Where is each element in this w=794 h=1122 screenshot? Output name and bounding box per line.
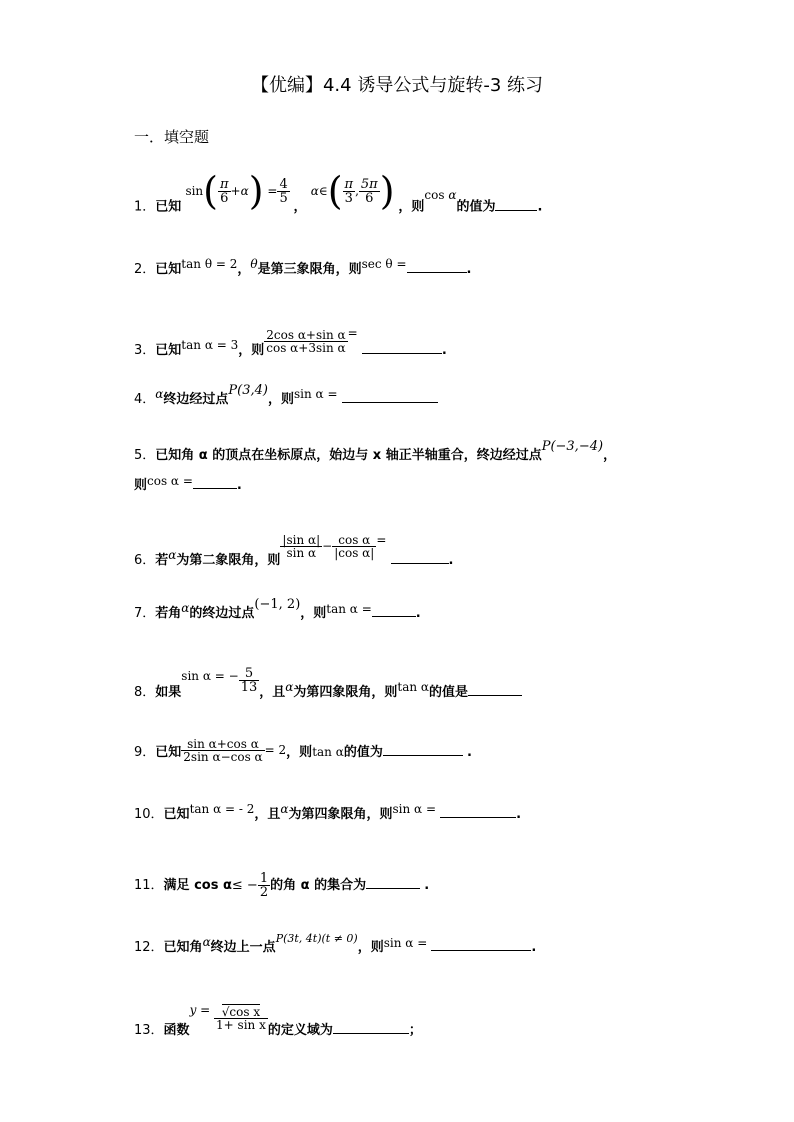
question-text: ，则: [357, 940, 384, 955]
question-number: 6．: [134, 553, 156, 568]
question-text: 为第二象限角，则: [176, 553, 281, 568]
q2-theta: θ: [250, 257, 258, 271]
question-text: .: [531, 940, 537, 955]
section-heading: 一．填空题: [134, 128, 210, 146]
question-number: 11．: [134, 878, 164, 893]
question-text: ；: [408, 1023, 422, 1038]
question-1: [134, 169, 543, 226]
question-text: 满足 cos α: [163, 878, 232, 893]
question-number: 2．: [134, 262, 156, 277]
question-number: 8．: [134, 685, 156, 700]
answer-blank[interactable]: [193, 487, 237, 489]
question-text: .: [448, 553, 454, 568]
q1-cos: cos α: [424, 187, 457, 202]
answer-blank[interactable]: [362, 352, 442, 354]
question-text: .: [516, 807, 522, 822]
question-text: 则: [134, 478, 148, 493]
q6-expression: $\frac{\text{|sin α|}}{\text{sin α}}$ − $\frac{\text{cos α}}{\text{|cos α|}}$ =: [282, 533, 387, 560]
question-text: 的定义域为: [267, 1023, 333, 1038]
answer-blank[interactable]: [333, 1032, 409, 1034]
q12-alpha: α: [202, 935, 211, 949]
question-text: 已知: [155, 745, 182, 760]
q3-given: tan α = 3: [181, 338, 239, 352]
q3-fraction: $\frac{\text{2cos α+sin α}}{\text{cos α+3sin α}}$ =: [266, 326, 358, 355]
question-number: 4．: [134, 392, 156, 407]
question-text: .: [466, 745, 472, 760]
q13-function: y = $\frac{\text{√cos x}}{\text{1+ sin x}}$: [189, 1003, 266, 1032]
question-text: 若角: [155, 606, 182, 621]
question-text: 的值为: [456, 199, 496, 215]
question-text: ，则: [398, 199, 425, 215]
q11-inequality: ≤ − $\frac{1}{2}$: [231, 871, 269, 900]
question-text: 已知角 α 的顶点在坐标原点，始边与 x 轴正半轴重合，终边经过点: [155, 448, 542, 463]
question-text: ，则: [267, 392, 294, 407]
answer-blank[interactable]: [372, 615, 416, 617]
question-text: 已知: [155, 199, 182, 215]
answer-blank[interactable]: [468, 694, 522, 696]
question-6: [134, 533, 454, 573]
question-number: 5．: [134, 448, 156, 463]
question-9: [134, 737, 472, 765]
question-text: ，且: [259, 685, 286, 700]
q2-formula: tan θ = 2: [181, 257, 238, 271]
question-7: [134, 597, 421, 621]
question-10: [134, 802, 522, 822]
question-number: 7．: [134, 606, 156, 621]
question-text: 是第三象限角，则: [257, 262, 362, 277]
q2-sec: sec θ =: [361, 257, 407, 271]
question-text: .: [424, 878, 430, 893]
q9-tan: tan α: [312, 745, 344, 759]
answer-blank[interactable]: [391, 562, 449, 564]
question-text: ，: [293, 199, 307, 215]
q5-cos: cos α =: [147, 474, 193, 488]
question-text: 已知: [163, 807, 190, 822]
q4-point: P(3,4): [228, 383, 268, 398]
answer-blank[interactable]: [383, 754, 463, 756]
q4-alpha: α: [155, 387, 164, 401]
question-text: 的终边过点: [189, 606, 255, 621]
question-text: .: [415, 606, 421, 621]
question-text: .: [441, 343, 447, 358]
question-text: 已知: [155, 262, 182, 277]
question-5: [134, 439, 617, 463]
q10-given: tan α = - 2: [189, 802, 255, 816]
q12-point: P(3t, 4t)(t ≠ 0): [275, 932, 358, 945]
question-text: ，且: [254, 807, 281, 822]
question-text: 若: [155, 553, 169, 568]
question-text: 的值是: [429, 685, 469, 700]
q7-tan: tan α =: [326, 602, 372, 616]
q1-formula: sin( $\frac{\pi}{6}$ +α) = $\frac{4}{5}$: [185, 169, 288, 213]
q9-fraction: $\frac{\text{sin α+cos α}}{\text{2sin α−cos α}}$ = 2: [183, 737, 287, 764]
question-text: 的角 α 的集合为: [270, 878, 367, 893]
question-11: [134, 872, 429, 899]
question-text: .: [236, 478, 242, 493]
q6-alpha: α: [168, 548, 177, 562]
q8-formula: sin α = − $\frac{5}{13}$: [181, 666, 258, 695]
q10-sin: sin α =: [392, 802, 437, 816]
question-text: 如果: [155, 685, 182, 700]
q7-point: (−1, 2): [254, 597, 301, 612]
q1-interval: α∈( $\frac{\pi}{3}$ , $\frac{5\pi}{6}$ ): [310, 169, 395, 213]
q12-sin: sin α =: [383, 936, 428, 950]
question-13: [134, 1003, 422, 1043]
question-text: 的值为: [343, 745, 383, 760]
question-text: ，则: [300, 606, 327, 621]
question-5-line-2: [134, 474, 242, 493]
document-title: 【优编】4.4 诱导公式与旋转-3 练习: [250, 75, 543, 96]
question-text: 终边经过点: [163, 392, 229, 407]
answer-blank[interactable]: [495, 209, 537, 211]
question-text: 为第四象限角，则: [293, 685, 398, 700]
q4-sin: sin α =: [294, 387, 338, 401]
question-8: [134, 666, 522, 706]
question-3: [134, 326, 447, 363]
question-2: [134, 257, 472, 277]
question-text: ，则: [238, 343, 265, 358]
question-text: .: [466, 262, 472, 277]
answer-blank[interactable]: [366, 887, 420, 889]
answer-blank[interactable]: [407, 271, 467, 273]
q8-tan: tan α: [397, 680, 429, 694]
question-number: 3．: [134, 343, 156, 358]
question-number: 1．: [134, 199, 156, 215]
answer-blank[interactable]: [342, 401, 438, 403]
question-text: ，: [237, 262, 251, 277]
question-text: 函数: [163, 1023, 190, 1038]
q10-alpha: α: [280, 802, 289, 816]
q7-alpha: α: [181, 601, 190, 615]
question-4: [134, 383, 438, 407]
question-text: 已知角: [163, 940, 203, 955]
question-text: .: [537, 199, 543, 215]
question-number: 13．: [134, 1023, 164, 1038]
q8-alpha: α: [285, 680, 294, 694]
answer-blank[interactable]: [440, 816, 516, 818]
question-number: 9．: [134, 745, 156, 760]
question-number: 10．: [134, 807, 164, 822]
question-text: ，: [603, 448, 617, 463]
question-text: 已知: [155, 343, 182, 358]
answer-blank[interactable]: [431, 949, 531, 951]
question-number: 12．: [134, 940, 164, 955]
question-text: 终边上一点: [210, 940, 276, 955]
question-text: ，则: [286, 745, 313, 760]
q5-point: P(−3,−4): [541, 439, 604, 454]
question-text: 为第四象限角，则: [288, 807, 393, 822]
